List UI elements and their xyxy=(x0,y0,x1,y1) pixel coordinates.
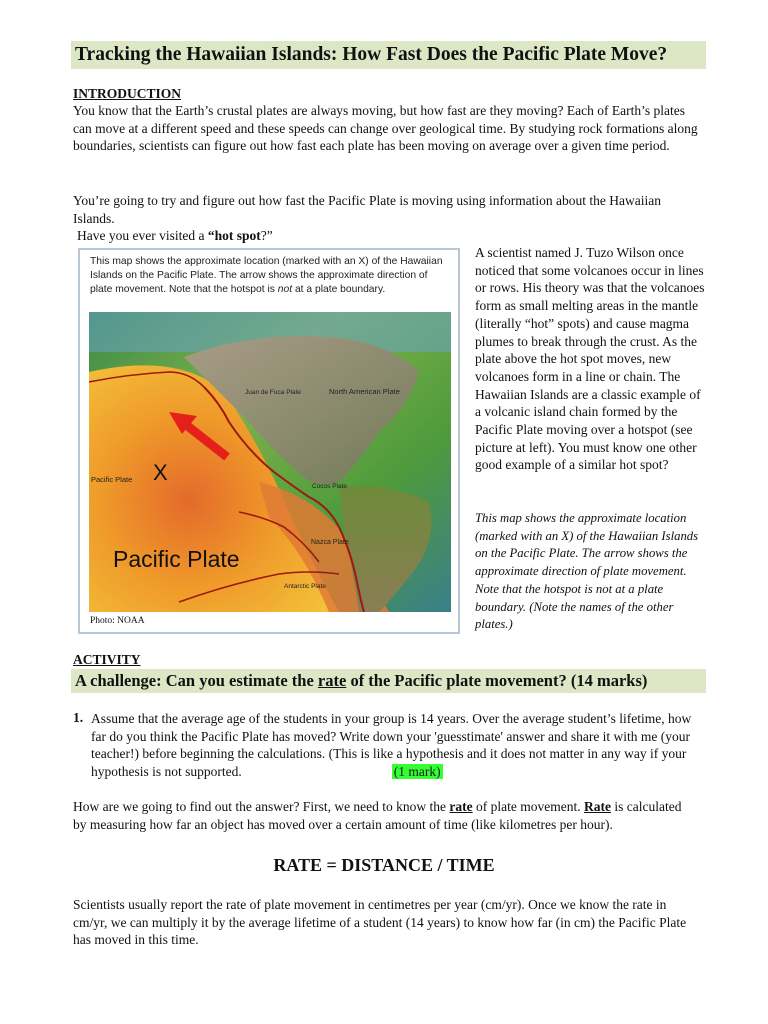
wilson-paragraph: A scientist named J. Tuzo Wilson once noticed that some volcanoes occur in lines or rows. His theory was that the volcanoes form as small melting areas in the mantle (literally “hot” spots) and cause magma plumes to break through the crust. As the plate above the hot spot moves, new volcanoes form in a line or chain. The Hawaiian Islands are a classic example of a volcanic island chain formed by the Pacific Plate moving over a hotspot (see picture at left). You must know one other good example of a similar hot spot? xyxy=(475,245,705,473)
question-1-text xyxy=(91,710,706,780)
hotspot-term: “hot spot xyxy=(207,228,261,243)
label-juan-de-fuca: Juan de Fuca Plate xyxy=(245,389,302,396)
map-caption-end: at a plate boundary. xyxy=(292,284,386,295)
challenge-suffix: of the Pacific plate movement? (14 marks) xyxy=(346,671,648,690)
label-nazca: Nazca Plate xyxy=(311,539,349,546)
hotspot-question-suffix: ?” xyxy=(260,228,273,243)
intro-hotspot-question xyxy=(77,227,702,245)
challenge-heading xyxy=(71,669,706,693)
label-pacific-small: Pacific Plate xyxy=(91,475,133,484)
question-1-mark: (1 mark) xyxy=(393,763,441,779)
question-1-body: Assume that the average age of the students in your group is 14 years. Over the average student’s lifetime, how far do you think the Pacific Plate has moved? Write down your 'guesstimate' answer and share it with me (your teacher!) before beginning the calculations. (This is like a hypothesis and it does not matter in any way if your hypothesis is not supported. xyxy=(91,711,692,779)
question-1-number: 1. xyxy=(73,710,84,725)
label-antarctic: Antarctic Plate xyxy=(284,583,326,590)
rate-explanation xyxy=(73,798,698,833)
page-title: Tracking the Hawaiian Islands: How Fast Does the Pacific Plate Move? xyxy=(71,41,706,69)
activity-heading: ACTIVITY xyxy=(73,652,141,667)
hotspot-question-prefix: Have you ever visited a xyxy=(77,228,208,243)
challenge-rate: rate xyxy=(317,671,347,690)
plate-map-figure xyxy=(78,248,460,634)
intro-heading: INTRODUCTION xyxy=(73,86,182,101)
photo-credit: Photo: NOAA xyxy=(90,616,145,626)
map-caption xyxy=(90,255,452,297)
hawaii-x-marker: X xyxy=(153,460,168,485)
rate-explanation-a: How are we going to find out the answer? First, we need to know the xyxy=(73,799,450,814)
rate-formula: RATE = DISTANCE / TIME xyxy=(273,855,495,875)
map-description-italic: This map shows the approximate location (marked with an X) of the Hawaiian Islands on the Pacific Plate. The arrow shows the approximate direction of plate movement. Note that the hotspot is not at a plate boundary. (Note the names of the other plates.) xyxy=(475,511,699,632)
plate-map xyxy=(89,312,451,612)
rate-explanation-b: of plate movement. xyxy=(472,799,584,814)
label-cocos: Cocos Plate xyxy=(312,483,348,490)
intro-paragraph-2: You’re going to try and figure out how fast the Pacific Plate is moving using information about the Hawaiian Islands. xyxy=(73,193,662,226)
label-north-american: North American Plate xyxy=(329,387,400,396)
final-paragraph: Scientists usually report the rate of plate movement in centimetres per year (cm/yr). Once we know the rate in cm/yr, we can multiply it by the average lifetime of a student (14 years) to know how far (in cm) the Pacific Plate has moved in this time. xyxy=(73,897,687,947)
map-caption-text: This map shows the approximate location (marked with an X) of the Hawaiian Islands on the Pacific Plate. The arrow shows the approximate direction of plate movement. Note that the hotspot is xyxy=(90,256,443,295)
map-caption-not: not xyxy=(277,284,293,295)
rate-term-1: rate xyxy=(449,799,473,814)
rate-explanation-c: is calculated by measuring how far an object has moved over a certain amount of time (like kilometres per hour). xyxy=(73,799,682,832)
intro-paragraph-1: You know that the Earth’s crustal plates are always moving, but how fast are they moving? Each of Earth’s plates can move at a different speed and these speeds can change over geological time. By studying rock formations along boundaries, scientists can figure out how fast each plate has been moving on average over a given time period. xyxy=(73,103,698,153)
challenge-prefix: A challenge: Can you estimate the xyxy=(75,671,318,690)
rate-term-2: Rate xyxy=(584,799,611,814)
label-pacific-plate-large: Pacific Plate xyxy=(113,546,240,572)
